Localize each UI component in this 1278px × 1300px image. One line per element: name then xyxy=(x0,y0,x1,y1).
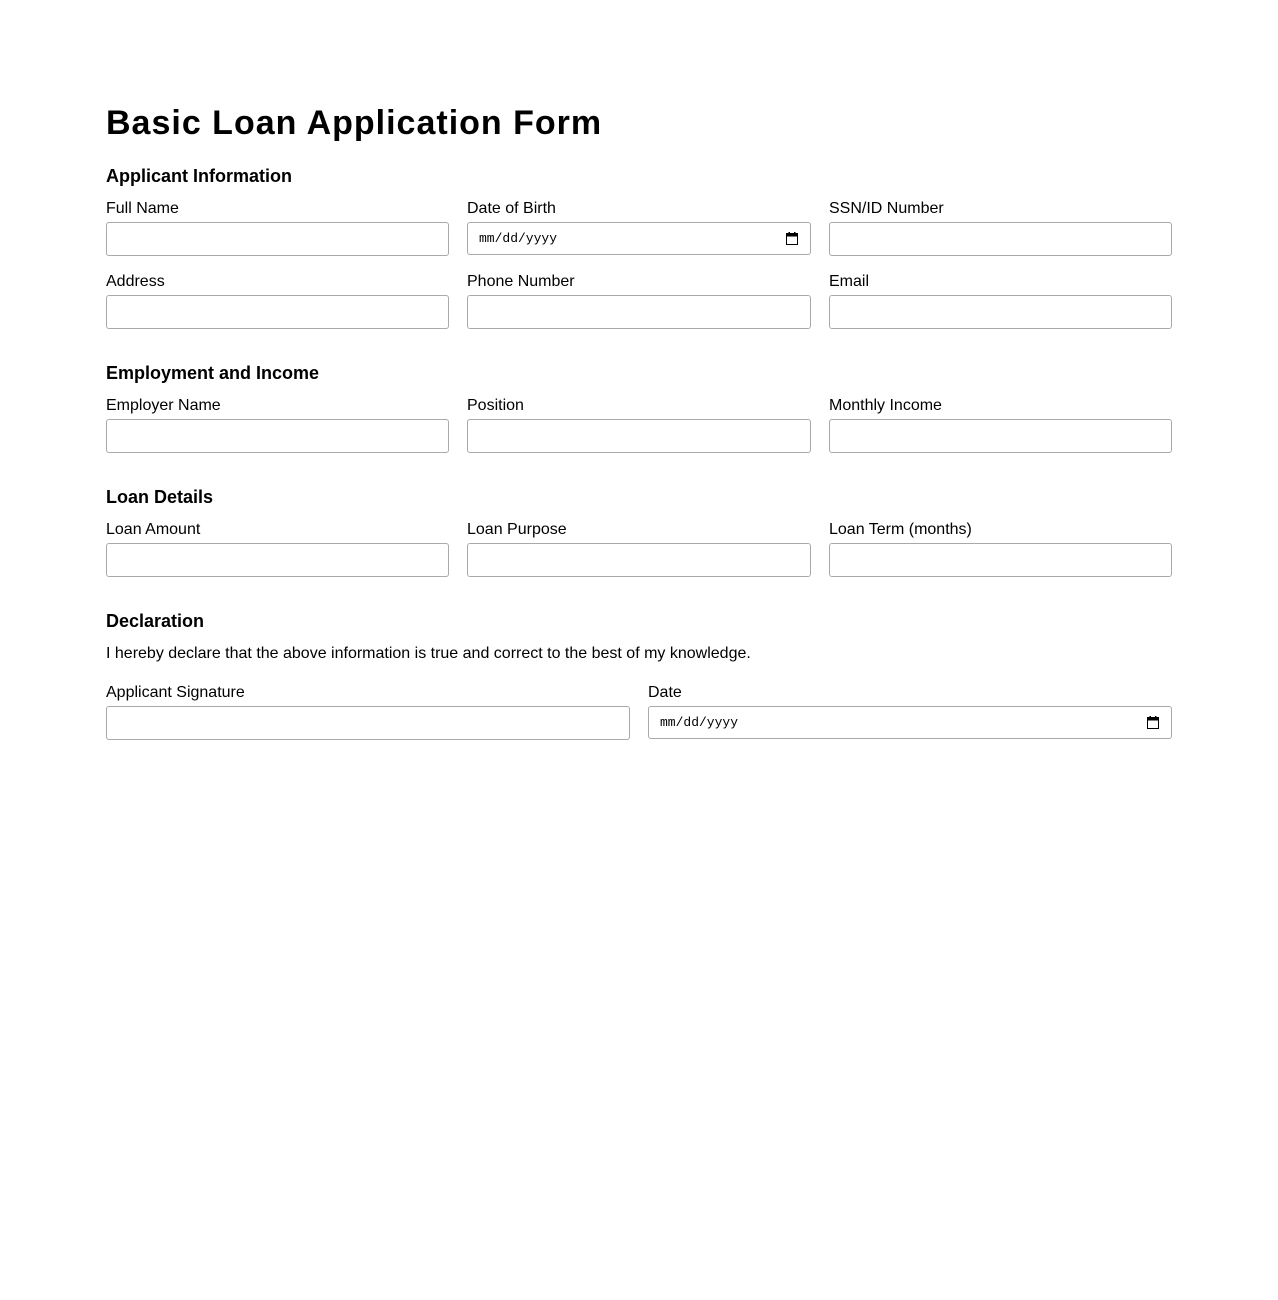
position-input[interactable] xyxy=(467,419,811,453)
phone-number-field xyxy=(467,273,811,291)
declaration-date-field xyxy=(648,684,1172,730)
declaration-statement: I hereby declare that the above information is true and correct to the best of my knowledge. xyxy=(106,645,751,662)
section-heading-employment-and-income: Employment and Income xyxy=(106,363,320,383)
email-field xyxy=(829,273,1172,291)
loan-amount-label: Loan Amount xyxy=(106,521,201,538)
phone-number-label: Phone Number xyxy=(467,273,575,290)
loan-amount-input[interactable] xyxy=(106,543,449,577)
full-name-field xyxy=(106,200,449,218)
declaration-date-label: Date xyxy=(648,684,682,701)
loan-term-label: Loan Term (months) xyxy=(829,521,972,538)
section-heading-loan-details: Loan Details xyxy=(106,487,214,507)
applicant-signature-field xyxy=(106,684,630,702)
loan-purpose-field xyxy=(467,521,811,539)
full-name-input[interactable] xyxy=(106,222,449,256)
position-label: Position xyxy=(467,397,524,414)
loan-term-field xyxy=(829,521,1172,539)
monthly-income-input[interactable] xyxy=(829,419,1172,453)
monthly-income-label: Monthly Income xyxy=(829,397,942,414)
loan-term-input[interactable] xyxy=(829,543,1172,577)
email-label: Email xyxy=(829,273,870,290)
form-title: Basic Loan Application Form xyxy=(106,104,603,142)
date-of-birth-label: Date of Birth xyxy=(467,200,556,217)
monthly-income-field xyxy=(829,397,1172,415)
full-name-label: Full Name xyxy=(106,200,179,217)
address-input[interactable] xyxy=(106,295,449,329)
section-heading-declaration: Declaration xyxy=(106,611,205,631)
employer-name-field xyxy=(106,397,449,415)
ssn-id-label: SSN/ID Number xyxy=(829,200,944,217)
loan-amount-field xyxy=(106,521,449,539)
loan-purpose-input[interactable] xyxy=(467,543,811,577)
address-field xyxy=(106,273,449,291)
declaration-date-input[interactable] xyxy=(648,706,1172,739)
employer-name-input[interactable] xyxy=(106,419,449,453)
calendar-icon[interactable] xyxy=(786,232,798,245)
employer-name-label: Employer Name xyxy=(106,397,221,414)
applicant-signature-label: Applicant Signature xyxy=(106,684,245,701)
loan-purpose-label: Loan Purpose xyxy=(467,521,567,538)
declaration-date-placeholder: mm/dd/yyyy xyxy=(660,715,739,730)
applicant-signature-input[interactable] xyxy=(106,706,630,740)
date-of-birth-placeholder: mm/dd/yyyy xyxy=(479,231,558,246)
email-input[interactable] xyxy=(829,295,1172,329)
ssn-id-field xyxy=(829,200,1172,218)
ssn-id-input[interactable] xyxy=(829,222,1172,256)
calendar-icon[interactable] xyxy=(1147,716,1159,729)
address-label: Address xyxy=(106,273,165,290)
position-field xyxy=(467,397,811,415)
date-of-birth-field xyxy=(467,200,811,246)
date-of-birth-input[interactable] xyxy=(467,222,811,255)
section-heading-applicant-information: Applicant Information xyxy=(106,166,292,186)
phone-number-input[interactable] xyxy=(467,295,811,329)
